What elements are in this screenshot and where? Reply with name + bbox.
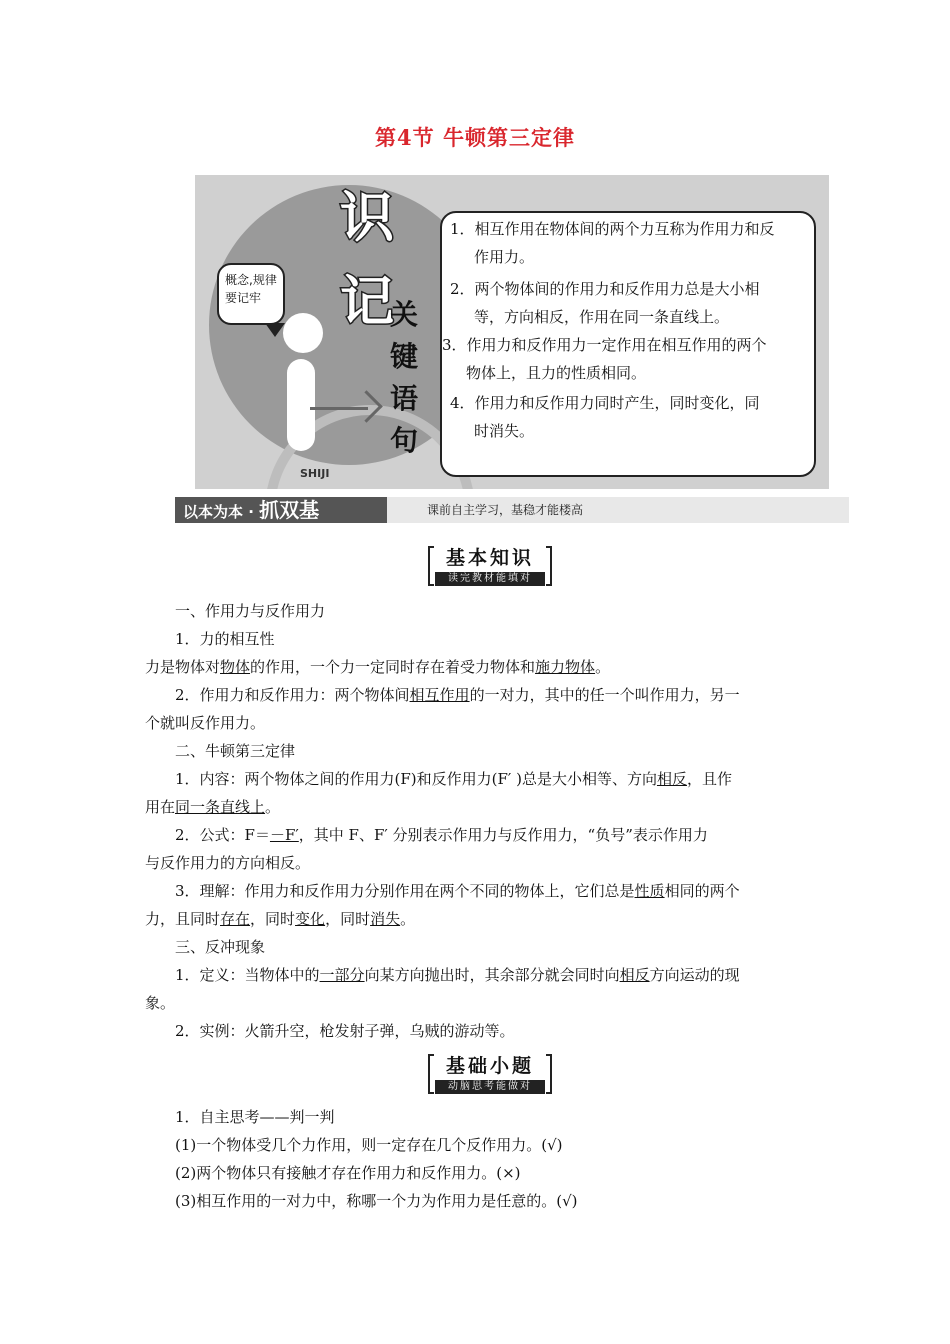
key-points-box [440, 211, 816, 477]
banner-char-ji: 记 [340, 270, 394, 333]
key-point-1-cont: 作用力。 [474, 248, 535, 266]
paragraph-4: 2．公式：F＝－F′，其中 F、F′ 分别表示作用力与反作用力，“负号”表示作用力 [175, 826, 708, 844]
banner-char-shi: 识 [340, 186, 394, 249]
speech-bubble: 概念,规律 要记牢 [217, 263, 285, 325]
strip-subtitle: 课前自主学习，基稳才能楼高 [427, 503, 584, 517]
key-sentences-banner [195, 175, 829, 489]
question-1: (1)一个物体受几个力作用，则一定存在几个反作用力。(√) [175, 1136, 563, 1154]
key-point-4-cont: 时消失。 [474, 422, 535, 440]
banner-char-ju: 句 [390, 424, 419, 457]
paragraph-3: 1．内容：两个物体之间的作用力(F)和反作用力(F′ )总是大小相等、方向相反，且作 [175, 770, 732, 788]
question-3: (3)相互作用的一对力中，称哪一个力为作用力是任意的。(√) [175, 1192, 578, 1210]
paragraph-6-cont: 象。 [145, 994, 176, 1012]
person-body-icon [287, 359, 315, 451]
heading-3: 三、反冲现象 [175, 938, 266, 956]
paragraph-3-cont: 用在同一条直线上。 [145, 798, 281, 816]
paragraph-7: 2．实例：火箭升空，枪发射子弹，乌贼的游动等。 [175, 1022, 515, 1040]
section-strip [175, 497, 849, 523]
p1-title: 1．力的相互性 [175, 630, 275, 648]
question-title: 1．自主思考——判一判 [175, 1108, 335, 1126]
banner-char-guan: 关 [390, 298, 419, 331]
person-icon [283, 313, 323, 353]
question-2: (2)两个物体只有接触才存在作用力和反作用力。(×) [175, 1164, 521, 1182]
paragraph-2-cont: 个就叫反作用力。 [145, 714, 266, 732]
strip-label: 以本为本 · 抓双基 [175, 497, 387, 523]
key-point-2-cont: 等，方向相反，作用在同一条直线上。 [474, 308, 730, 326]
page-title: 第4节 牛顿第三定律 [375, 125, 575, 150]
brand-label: SHIJI [300, 467, 330, 480]
paragraph-5: 3．理解：作用力和反作用力分别作用在两个不同的物体上，它们总是性质相同的两个 [175, 882, 740, 900]
paragraph-5-cont: 力，且同时存在，同时变化，同时消失。 [145, 910, 416, 928]
banner-char-jian: 键 [390, 340, 419, 373]
key-point-1: 1．相互作用在物体间的两个力互称为作用力和反 [450, 220, 775, 238]
paragraph-1: 力是物体对物体的作用，一个力一定同时存在着受力物体和施力物体。 [145, 658, 611, 676]
section-tag-basic-questions: 基础小题 动脑思考能做对 [428, 1054, 552, 1094]
heading-2: 二、牛顿第三定律 [175, 742, 296, 760]
key-point-4: 4．作用力和反作用力同时产生，同时变化，同 [450, 394, 760, 412]
banner-char-yu: 语 [390, 382, 419, 415]
key-point-2: 2．两个物体间的作用力和反作用力总是大小相 [450, 280, 760, 298]
heading-1: 一、作用力与反作用力 [175, 602, 326, 620]
section-tag-basic-knowledge: 基本知识 读完教材能填对 [428, 546, 552, 586]
paragraph-6: 1．定义：当物体中的一部分向某方向抛出时，其余部分就会同时向相反方向运动的现 [175, 966, 740, 984]
key-point-3: 3．作用力和反作用力一定作用在相互作用的两个 [442, 336, 767, 354]
paragraph-2: 2．作用力和反作用力：两个物体间相互作用的一对力，其中的任一个叫作用力，另一 [175, 686, 740, 704]
key-point-3-cont: 物体上，且力的性质相同。 [466, 364, 647, 382]
speech-bubble-tail [265, 323, 285, 337]
paragraph-4-cont: 与反作用力的方向相反。 [145, 854, 311, 872]
